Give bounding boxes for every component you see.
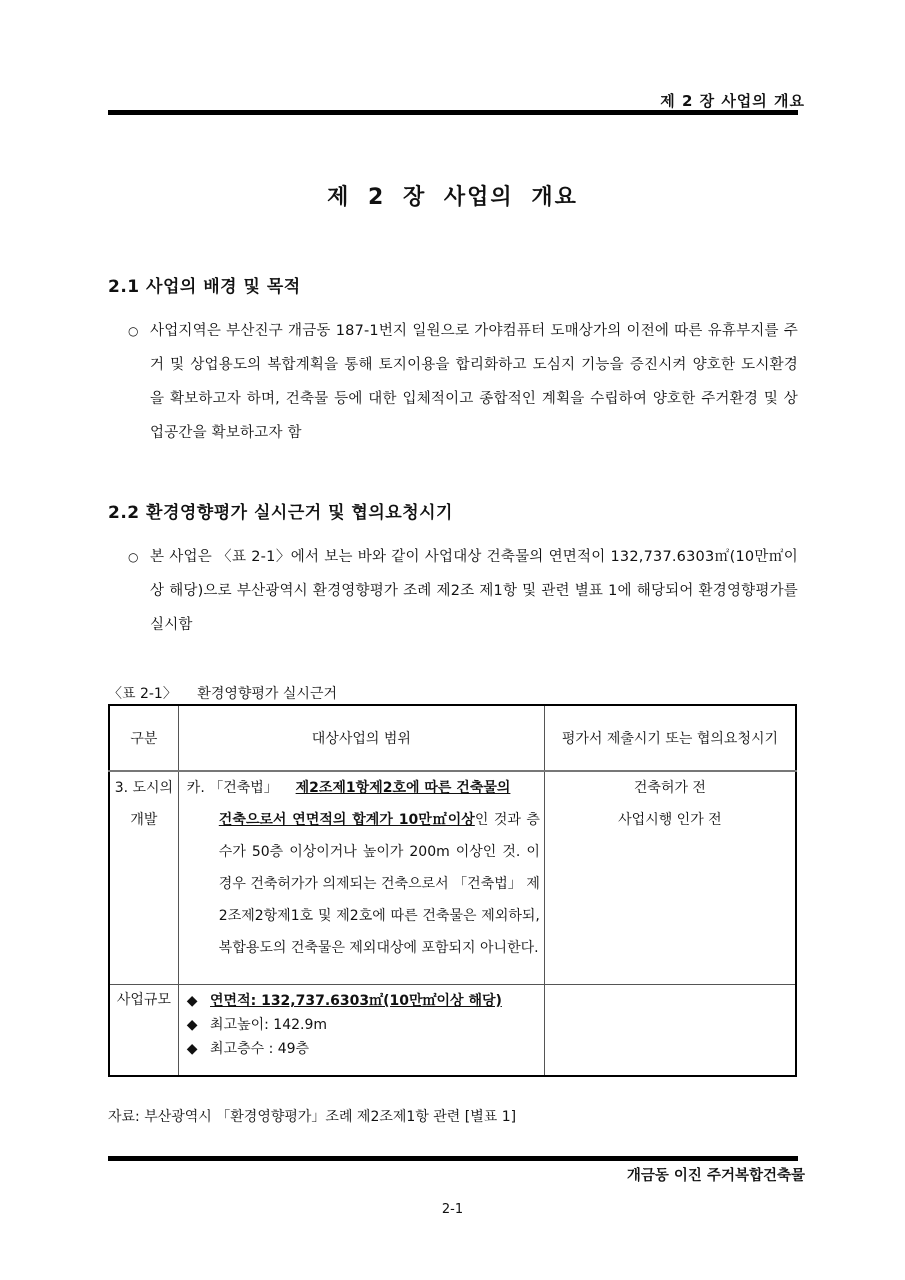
scope-bold-text-1: 제2조제1항제2호에 따른 건축물의: [295, 780, 511, 796]
section-2-1-text: 사업지역은 부산진구 개금동 187-1번지 일원으로 가야컴퓨터 도매상가의 이전에 따른 유휴부지를 주거 및 상업용도의 복합계획을 통해 토지이용을 합리화하고 도심지 기능을 증진시켜 양호한 도시환경을 확보하고자 하며, 건축물 등에 대한 입체적이고 종합적인 계획을 수립하여 양호한 주거환경 및 상업공간을 확보하고자 함: [150, 323, 798, 441]
page-number: 2-1: [441, 1202, 464, 1217]
running-header-title: 제 2 장 사업의 개요: [660, 92, 805, 110]
row2-scale: [178, 985, 544, 1077]
section-heading-2-1: 2.1 사업의 배경 및 목적: [108, 277, 301, 297]
header-scope: 대상사업의 범위: [178, 705, 544, 771]
table-row: [109, 771, 796, 985]
assessment-basis-table: [108, 704, 797, 1077]
circle-bullet-icon: ○: [128, 550, 139, 564]
row1-category: 3. 도시의 개발: [109, 771, 178, 985]
row2-timing-empty: [544, 985, 796, 1077]
section-2-2-paragraph: [128, 540, 798, 642]
header-category: 구분: [109, 705, 178, 771]
scope-rest-text: 인 것과 층수가 50층 이상이거나 높이가 200m 이상인 것. 이 경우 건축허가가 의제되는 건축으로서 「건축법」 제2조제2항제1호 및 제2호에 따른 건축물은 제외하되, 복합용도의 건축물은 제외대상에 포함되지 아니한다.: [218, 812, 540, 956]
section-2-1-paragraph: [128, 314, 798, 450]
scope-lead-text: 카. 「건축법」: [186, 780, 278, 796]
table-row: [109, 985, 796, 1077]
timing-building-permit: 건축허가 전: [633, 780, 706, 796]
table-source-note: 자료: 부산광역시 「환경영향평가」조례 제2조제1항 관련 [별표 1]: [108, 1109, 517, 1125]
scale-max-floors: 최고층수 : 49층: [210, 1041, 310, 1057]
footer-rule: [108, 1156, 798, 1161]
circle-bullet-icon: ○: [128, 324, 139, 338]
row1-timing: [544, 771, 796, 985]
timing-project-approval: 사업시행 인가 전: [618, 812, 722, 828]
section-2-2-text: 본 사업은 〈표 2-1〉에서 보는 바와 같이 사업대상 건축물의 연면적이 132,737.6303㎡(10만㎡이상 해당)으로 부산광역시 환경영향평가 조례 제2조 제1항 및 관련 별표 1에 해당되어 환경영향평가를 실시함: [150, 549, 798, 633]
row2-category: 사업규모: [109, 985, 178, 1077]
row1-scope: [178, 771, 544, 985]
scale-max-height: 최고높이: 142.9m: [210, 1017, 328, 1033]
table-header-row: [109, 705, 796, 771]
chapter-title: 제 2 장 사업의 개요: [327, 185, 578, 210]
scale-floor-area: 연면적: 132,737.6303㎡(10만㎡이상 해당): [210, 993, 502, 1009]
table-caption: [108, 683, 337, 703]
diamond-bullet-icon: ◆: [186, 1017, 198, 1033]
footer-title: 개금동 이진 주거복합건축물: [626, 1168, 805, 1184]
section-heading-2-2: 2.2 환경영향평가 실시근거 및 협의요청시기: [108, 503, 453, 523]
diamond-bullet-icon: ◆: [186, 1041, 198, 1057]
table-caption-label: 〈표 2-1〉: [108, 686, 177, 702]
header-rule: [108, 110, 798, 115]
table-caption-title: 환경영향평가 실시근거: [197, 686, 337, 702]
header-timing: 평가서 제출시기 또는 협의요청시기: [544, 705, 796, 771]
scope-bold-text-2: 건축으로서 연면적의 합계가 10만㎡이상: [218, 812, 475, 828]
diamond-bullet-icon: ◆: [186, 993, 198, 1009]
